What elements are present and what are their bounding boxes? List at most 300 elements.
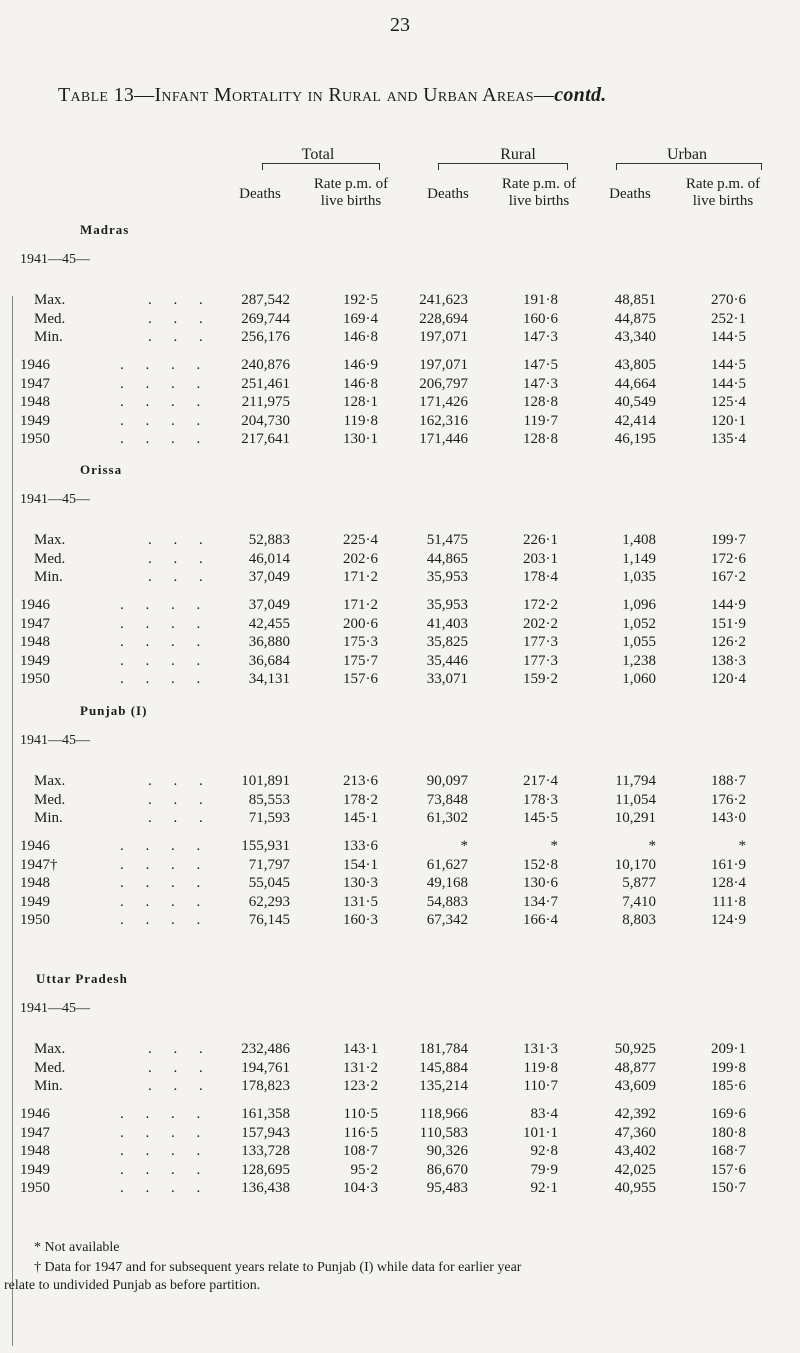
- table-cell: 90,326: [426, 1143, 468, 1159]
- table-cell: 194,761: [241, 1059, 290, 1076]
- table-cell: *: [648, 838, 656, 854]
- table-cell: 217·4: [523, 773, 558, 789]
- table-cell: 178·4: [523, 569, 558, 585]
- table-cell: 241,623: [419, 292, 468, 308]
- summary-row: [0, 329, 800, 349]
- row-label: Max.: [34, 1041, 66, 1057]
- table-cell: 145,884: [419, 1059, 468, 1076]
- year-row: [0, 1143, 800, 1163]
- leader-dots: . . .: [148, 1041, 212, 1057]
- table-cell: 125·4: [711, 394, 746, 410]
- table-cell: 232,486: [241, 1041, 290, 1057]
- table-cell: 225·4: [343, 532, 378, 548]
- table-cell: 47,360: [614, 1124, 656, 1141]
- leader-dots: . . .: [148, 810, 212, 826]
- table-cell: 126·2: [711, 634, 746, 650]
- table-cell: 144·5: [711, 357, 746, 373]
- leader-dots: . . .: [148, 773, 212, 789]
- table-cell: 44,875: [614, 310, 656, 327]
- table-cell: 43,402: [614, 1143, 656, 1159]
- table-cell: 108·7: [343, 1143, 378, 1159]
- table-cell: 40,955: [614, 1180, 656, 1196]
- row-label: 1950: [20, 671, 50, 687]
- section-title: Orissa: [80, 462, 123, 477]
- row-label: 1947†: [20, 856, 58, 873]
- row-label: Med.: [34, 310, 66, 327]
- table-cell: 1,035: [622, 569, 656, 585]
- table-cell: 175·7: [343, 652, 378, 669]
- col-header-urban-rate: Rate p.m. of live births: [685, 176, 761, 209]
- table-cell: 151·9: [711, 615, 746, 632]
- section-period: 1941—45—: [20, 252, 90, 267]
- table-cell: 177·3: [523, 634, 558, 650]
- row-label: 1946: [20, 838, 50, 854]
- table-cell: 145·5: [523, 810, 558, 826]
- leader-dots: . . . .: [120, 912, 210, 928]
- table-cell: 204,730: [241, 412, 290, 429]
- summary-row: [0, 532, 800, 552]
- table-cell: 119·8: [343, 412, 378, 429]
- table-cell: 119·7: [523, 412, 558, 429]
- table-cell: 143·1: [343, 1041, 378, 1057]
- table-cell: 1,060: [622, 671, 656, 687]
- leader-dots: . . .: [148, 569, 212, 585]
- table-cell: 135·4: [711, 431, 746, 447]
- summary-row: [0, 810, 800, 830]
- row-label: Min.: [34, 569, 63, 585]
- summary-row: [0, 1041, 800, 1061]
- table-cell: 211,975: [241, 394, 290, 410]
- table-cell: 270·6: [711, 292, 746, 308]
- table-cell: 95,483: [426, 1180, 468, 1196]
- year-row: [0, 376, 800, 396]
- summary-row: [0, 569, 800, 589]
- table-cell: 147·3: [523, 375, 558, 392]
- table-cell: 104·3: [343, 1180, 378, 1196]
- leader-dots: . . .: [148, 329, 212, 345]
- table-cell: 110·5: [343, 1106, 378, 1122]
- table-cell: 10,291: [614, 810, 656, 826]
- table-cell: 160·6: [523, 310, 558, 327]
- table-cell: 36,684: [248, 652, 290, 669]
- table-cell: *: [738, 838, 746, 854]
- table-cell: 130·3: [343, 875, 378, 891]
- row-label: 1948: [20, 394, 50, 410]
- table-cell: 200·6: [343, 615, 378, 632]
- section-period: 1941—45—: [20, 1001, 90, 1016]
- table-cell: 1,149: [622, 550, 656, 567]
- table-cell: 33,071: [426, 671, 468, 687]
- table-cell: 36,880: [248, 634, 290, 650]
- table-cell: 146·9: [343, 357, 378, 373]
- table-cell: 197,071: [419, 329, 468, 345]
- table-cell: 144·9: [711, 597, 746, 613]
- section-period: 1941—45—: [20, 492, 90, 507]
- group-header-urban: Urban: [667, 146, 707, 163]
- table-cell: 1,052: [622, 615, 656, 632]
- row-label: 1950: [20, 912, 50, 928]
- table-cell: 52,883: [248, 532, 290, 548]
- table-cell: 43,609: [614, 1078, 656, 1094]
- row-label: 1948: [20, 875, 50, 891]
- leader-dots: . . . .: [120, 893, 210, 910]
- table-cell: 134·7: [523, 893, 558, 910]
- year-row: [0, 912, 800, 932]
- table-cell: 161·9: [711, 856, 746, 873]
- col-header-rural-rate: Rate p.m. of live births: [501, 176, 577, 209]
- year-row: [0, 653, 800, 673]
- table-cell: 101,891: [241, 773, 290, 789]
- table-cell: 157,943: [241, 1124, 290, 1141]
- leader-dots: . . . .: [120, 1143, 210, 1159]
- table-cell: 90,097: [426, 773, 468, 789]
- leader-dots: . . .: [148, 791, 212, 808]
- table-cell: 180·8: [711, 1124, 746, 1141]
- table-cell: 159·2: [523, 671, 558, 687]
- table-cell: 176·2: [711, 791, 746, 808]
- year-row: [0, 616, 800, 636]
- row-label: Min.: [34, 329, 63, 345]
- table-cell: 131·2: [343, 1059, 378, 1076]
- table-cell: 110·7: [523, 1078, 558, 1094]
- table-cell: 44,865: [426, 550, 468, 567]
- row-label: Max.: [34, 292, 66, 308]
- table-cell: 199·8: [711, 1059, 746, 1076]
- table-cell: 199·7: [711, 532, 746, 548]
- leader-dots: . . . .: [120, 1180, 210, 1196]
- year-row: [0, 634, 800, 654]
- row-label: Med.: [34, 1059, 66, 1076]
- table-cell: 5,877: [622, 875, 656, 891]
- leader-dots: . . . .: [120, 357, 210, 373]
- year-row: [0, 857, 800, 877]
- brace-rural: [438, 163, 568, 174]
- table-cell: 1,055: [622, 634, 656, 650]
- table-cell: 181,784: [419, 1041, 468, 1057]
- year-row: [0, 431, 800, 451]
- table-cell: 226·1: [523, 532, 558, 548]
- table-cell: 166·4: [523, 912, 558, 928]
- summary-row: [0, 773, 800, 793]
- table-cell: 146·8: [343, 375, 378, 392]
- table-cell: 202·6: [343, 550, 378, 567]
- row-label: 1948: [20, 1143, 50, 1159]
- table-cell: 177·3: [523, 652, 558, 669]
- brace-total: [262, 163, 380, 174]
- table-cell: 178·2: [343, 791, 378, 808]
- table-cell: 35,825: [426, 634, 468, 650]
- table-cell: 41,403: [426, 615, 468, 632]
- leader-dots: . . . .: [120, 875, 210, 891]
- year-row: [0, 671, 800, 691]
- table-cell: 252·1: [711, 310, 746, 327]
- table-cell: 154·1: [343, 856, 378, 873]
- table-cell: 169·4: [343, 310, 378, 327]
- table-cell: 133·6: [343, 838, 378, 854]
- table-cell: 203·1: [523, 550, 558, 567]
- table-cell: 128·8: [523, 394, 558, 410]
- table-cell: 206,797: [419, 375, 468, 392]
- leader-dots: . . . .: [120, 394, 210, 410]
- table-cell: 171·2: [343, 597, 378, 613]
- table-cell: 85,553: [248, 791, 290, 808]
- table-cell: 147·3: [523, 329, 558, 345]
- table-cell: 101·1: [523, 1124, 558, 1141]
- table-cell: 178·3: [523, 791, 558, 808]
- table-cell: 145·1: [343, 810, 378, 826]
- table-cell: 131·5: [343, 893, 378, 910]
- year-row: [0, 875, 800, 895]
- table-cell: 61,627: [426, 856, 468, 873]
- table-cell: 42,025: [614, 1161, 656, 1178]
- year-row: [0, 1162, 800, 1182]
- col-header-rural-deaths: Deaths: [427, 186, 469, 202]
- table-cell: 1,096: [622, 597, 656, 613]
- table-cell: 287,542: [241, 292, 290, 308]
- table-cell: 11,794: [615, 773, 656, 789]
- footnote-dagger: † Data for 1947 and for subsequent years relate to Punjab (I) while data for earlier year: [34, 1260, 522, 1275]
- table-cell: 191·8: [523, 292, 558, 308]
- leader-dots: . . .: [148, 550, 212, 567]
- table-cell: 269,744: [241, 310, 290, 327]
- table-cell: 67,342: [426, 912, 468, 928]
- table-cell: 128·4: [711, 875, 746, 891]
- page-number: 23: [390, 14, 410, 36]
- table-cell: 143·0: [711, 810, 746, 826]
- group-header-rural: Rural: [500, 146, 536, 163]
- table-cell: 217,641: [241, 431, 290, 447]
- table-cell: 175·3: [343, 634, 378, 650]
- table-cell: 83·4: [530, 1106, 558, 1122]
- table-cell: 62,293: [248, 893, 290, 910]
- year-row: [0, 838, 800, 858]
- table-cell: 79·9: [530, 1161, 558, 1178]
- footnote-not-available: * Not available: [34, 1240, 120, 1255]
- table-cell: 119·8: [523, 1059, 558, 1076]
- row-label: Med.: [34, 550, 66, 567]
- table-cell: 171·2: [343, 569, 378, 585]
- row-label: Min.: [34, 810, 63, 826]
- table-cell: 162,316: [419, 412, 468, 429]
- row-label: 1946: [20, 357, 50, 373]
- leader-dots: . . . .: [120, 431, 210, 447]
- table-cell: 110,583: [419, 1124, 468, 1141]
- summary-row: [0, 311, 800, 331]
- leader-dots: . . . .: [120, 634, 210, 650]
- leader-dots: . . .: [148, 292, 212, 308]
- table-cell: 130·6: [523, 875, 558, 891]
- table-cell: 124·9: [711, 912, 746, 928]
- row-label: 1947: [20, 615, 50, 632]
- table-cell: 54,883: [426, 893, 468, 910]
- summary-row: [0, 1060, 800, 1080]
- table-cell: *: [460, 838, 468, 854]
- section-title: Punjab (I): [80, 703, 148, 718]
- group-header-total: Total: [301, 146, 335, 163]
- row-label: Med.: [34, 791, 66, 808]
- table-cell: 228,694: [419, 310, 468, 327]
- table-cell: 35,953: [426, 569, 468, 585]
- table-cell: 147·5: [523, 357, 558, 373]
- table-cell: 43,805: [614, 357, 656, 373]
- section-title: Madras: [80, 222, 130, 237]
- table-cell: 46,195: [614, 431, 656, 447]
- summary-row: [0, 1078, 800, 1098]
- table-cell: 37,049: [248, 569, 290, 585]
- table-cell: 73,848: [426, 791, 468, 808]
- table-cell: 144·5: [711, 329, 746, 345]
- table-cell: 120·1: [711, 412, 746, 429]
- table-cell: 95·2: [350, 1161, 378, 1178]
- leader-dots: . . .: [148, 310, 212, 327]
- table-cell: 185·6: [711, 1078, 746, 1094]
- table-cell: 192·5: [343, 292, 378, 308]
- footnote-dagger-cont: relate to undivided Punjab as before partition.: [4, 1278, 261, 1293]
- table-cell: 197,071: [419, 357, 468, 373]
- table-cell: 251,461: [241, 375, 290, 392]
- table-cell: 133,728: [241, 1143, 290, 1159]
- table-cell: 120·4: [711, 671, 746, 687]
- table-cell: 118,966: [419, 1106, 468, 1122]
- table-cell: 35,953: [426, 597, 468, 613]
- table-cell: 188·7: [711, 773, 746, 789]
- table-cell: 128,695: [241, 1161, 290, 1178]
- table-cell: 161,358: [241, 1106, 290, 1122]
- col-header-total-deaths: Deaths: [239, 186, 281, 202]
- table-title: [58, 84, 607, 107]
- table-cell: 92·1: [530, 1180, 558, 1196]
- table-cell: 11,054: [615, 791, 656, 808]
- table-cell: 171,426: [419, 394, 468, 410]
- table-cell: 34,131: [248, 671, 290, 687]
- summary-row: [0, 292, 800, 312]
- table-cell: 10,170: [614, 856, 656, 873]
- row-label: Min.: [34, 1078, 63, 1094]
- leader-dots: . . . .: [120, 652, 210, 669]
- row-label: 1948: [20, 634, 50, 650]
- leader-dots: . . . .: [120, 856, 210, 873]
- table-title-contd: contd.: [554, 84, 607, 106]
- table-cell: 42,392: [614, 1106, 656, 1122]
- table-cell: 61,302: [426, 810, 468, 826]
- table-cell: 169·6: [711, 1106, 746, 1122]
- table-cell: 256,176: [241, 329, 290, 345]
- table-cell: 131·3: [523, 1041, 558, 1057]
- year-row: [0, 413, 800, 433]
- table-cell: 135,214: [419, 1078, 468, 1094]
- table-cell: 240,876: [241, 357, 290, 373]
- table-cell: 172·2: [523, 597, 558, 613]
- leader-dots: . . .: [148, 1059, 212, 1076]
- table-cell: 55,045: [248, 875, 290, 891]
- table-cell: *: [550, 838, 558, 854]
- table-cell: 46,014: [248, 550, 290, 567]
- table-cell: 35,446: [426, 652, 468, 669]
- table-cell: 8,803: [622, 912, 656, 928]
- row-label: 1946: [20, 597, 50, 613]
- table-cell: 86,670: [426, 1161, 468, 1178]
- row-label: 1949: [20, 1161, 50, 1178]
- table-cell: 1,408: [622, 532, 656, 548]
- table-cell: 172·6: [711, 550, 746, 567]
- row-label: 1950: [20, 431, 50, 447]
- table-cell: 209·1: [711, 1041, 746, 1057]
- section-period: 1941—45—: [20, 733, 90, 748]
- row-label: Max.: [34, 532, 66, 548]
- row-label: 1947: [20, 375, 50, 392]
- table-cell: 146·8: [343, 329, 378, 345]
- table-cell: 178,823: [241, 1078, 290, 1094]
- section-title: Uttar Pradesh: [36, 971, 128, 986]
- table-cell: 128·1: [343, 394, 378, 410]
- table-cell: 44,664: [614, 375, 656, 392]
- leader-dots: . . . .: [120, 375, 210, 392]
- brace-urban: [616, 163, 762, 174]
- summary-row: [0, 792, 800, 812]
- table-cell: 136,438: [241, 1180, 290, 1196]
- table-cell: 160·3: [343, 912, 378, 928]
- table-cell: 50,925: [614, 1041, 656, 1057]
- table-cell: 202·2: [523, 615, 558, 632]
- leader-dots: . . . .: [120, 671, 210, 687]
- row-label: 1947: [20, 1124, 50, 1141]
- table-cell: 167·2: [711, 569, 746, 585]
- table-cell: 138·3: [711, 652, 746, 669]
- year-row: [0, 597, 800, 617]
- table-cell: 157·6: [343, 671, 378, 687]
- table-cell: 76,145: [248, 912, 290, 928]
- leader-dots: . . . .: [120, 615, 210, 632]
- year-row: [0, 1125, 800, 1145]
- year-row: [0, 357, 800, 377]
- table-cell: 123·2: [343, 1078, 378, 1094]
- row-label: 1950: [20, 1180, 50, 1196]
- table-cell: 7,410: [622, 893, 656, 910]
- year-row: [0, 1180, 800, 1200]
- summary-row: [0, 551, 800, 571]
- table-cell: 48,851: [614, 292, 656, 308]
- table-cell: 49,168: [426, 875, 468, 891]
- table-cell: 171,446: [419, 431, 468, 447]
- col-header-urban-deaths: Deaths: [609, 186, 651, 202]
- table-cell: 92·8: [530, 1143, 558, 1159]
- table-cell: 42,455: [248, 615, 290, 632]
- row-label: 1946: [20, 1106, 50, 1122]
- row-label: Max.: [34, 773, 66, 789]
- row-label: 1949: [20, 652, 50, 669]
- table-cell: 1,238: [622, 652, 656, 669]
- table-cell: 40,549: [614, 394, 656, 410]
- leader-dots: . . . .: [120, 412, 210, 429]
- table-cell: 111·8: [712, 893, 746, 910]
- table-cell: 130·1: [343, 431, 378, 447]
- leader-dots: . . . .: [120, 1161, 210, 1178]
- table-cell: 51,475: [426, 532, 468, 548]
- table-cell: 152·8: [523, 856, 558, 873]
- table-cell: 168·7: [711, 1143, 746, 1159]
- table-cell: 144·5: [711, 375, 746, 392]
- table-cell: 37,049: [248, 597, 290, 613]
- leader-dots: . . . .: [120, 1124, 210, 1141]
- year-row: [0, 894, 800, 914]
- row-label: 1949: [20, 412, 50, 429]
- year-row: [0, 394, 800, 414]
- table-cell: 71,797: [248, 856, 290, 873]
- table-cell: 213·6: [343, 773, 378, 789]
- leader-dots: . . .: [148, 1078, 212, 1094]
- table-cell: 157·6: [711, 1161, 746, 1178]
- year-row: [0, 1106, 800, 1126]
